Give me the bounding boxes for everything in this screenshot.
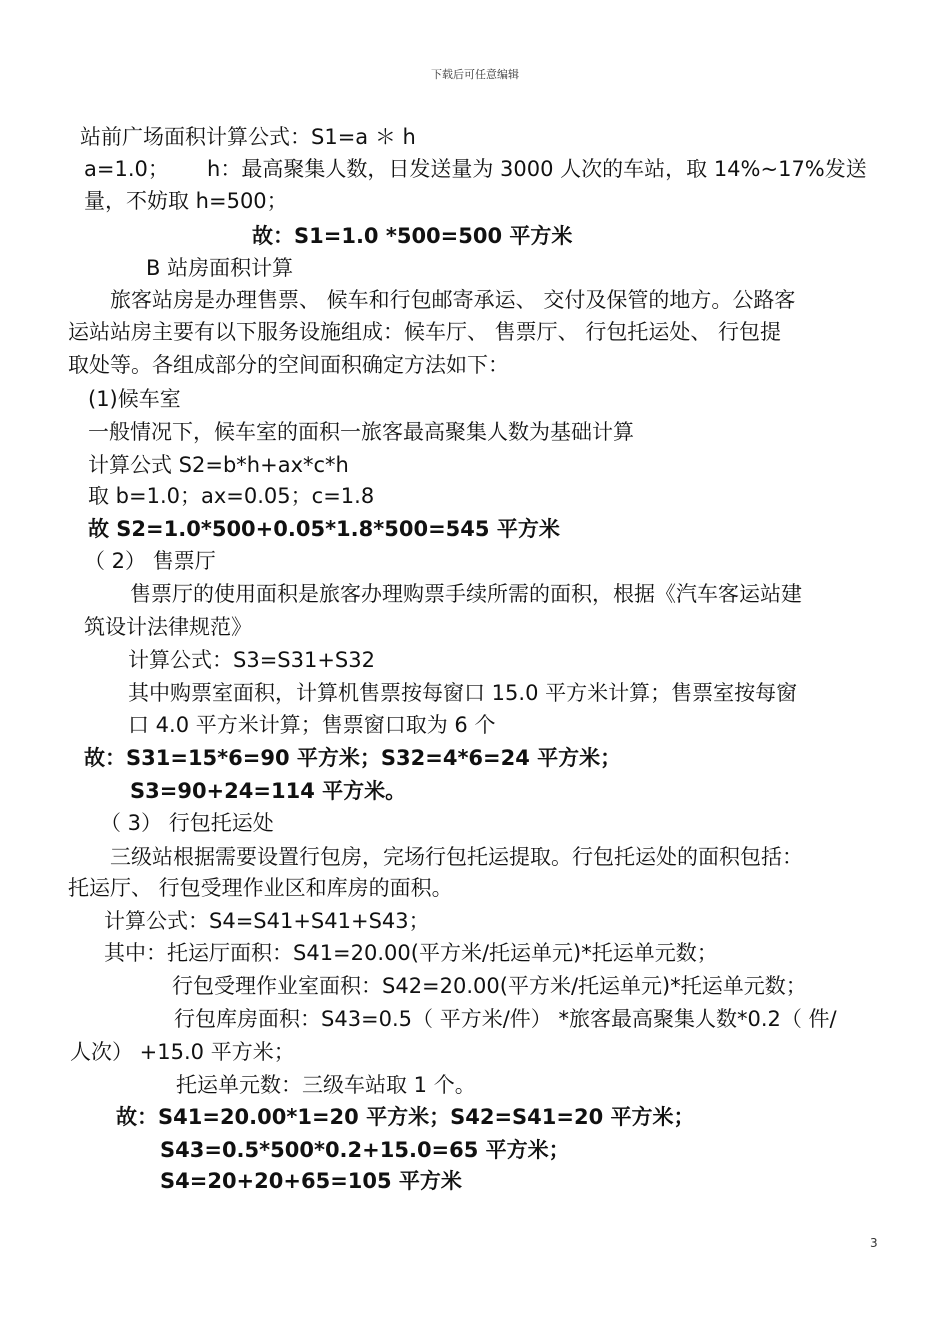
text-line: 托运厅、 行包受理作业区和库房的面积。 — [68, 876, 453, 900]
text-line: S4=20+20+65=105 平方米 — [160, 1169, 462, 1193]
text-line: 故：S1=1.0 *500=500 平方米 — [252, 224, 573, 248]
text-line: 量，不妨取 h=500； — [84, 189, 288, 213]
text-line: 取 b=1.0；ax=0.05；c=1.8 — [88, 484, 375, 508]
text-line: 口 4.0 平方米计算；售票窗口取为 6 个 — [128, 713, 496, 737]
text-line: 三级站根据需要设置行包房，完场行包托运提取。行包托运处的面积包括： — [110, 845, 803, 869]
text-line: 其中购票室面积，计算机售票按每窗口 15.0 平方米计算；售票室按每窗 — [128, 681, 798, 705]
text-line: 售票厅的使用面积是旅客办理购票手续所需的面积，根据《汽车客运站建 — [130, 582, 802, 606]
text-line: 计算公式 S2=b*h+ax*c*h — [88, 453, 349, 477]
text-line: 人次） +15.0 平方米； — [70, 1040, 295, 1064]
text-line: 故：S41=20.00*1=20 平方米；S42=S41=20 平方米； — [116, 1105, 695, 1129]
subsection-heading: (1)候车室 — [88, 387, 181, 411]
text-line: 运站站房主要有以下服务设施组成：候车厅、 售票厅、 行包托运处、 行包提 — [68, 320, 782, 344]
text-line: 行包库房面积：S43=0.5（ 平方米/件） *旅客最高聚集人数*0.2（ 件/ — [174, 1007, 837, 1031]
text-line: 故 S2=1.0*500+0.05*1.8*500=545 平方米 — [88, 517, 560, 541]
text-line: 计算公式：S4=S41+S41+S43； — [104, 909, 430, 933]
page-header: 下载后可任意编辑 — [431, 68, 519, 81]
text-line: 计算公式：S3=S31+S32 — [128, 648, 375, 672]
text-line: a=1.0； h：最高聚集人数，日发送量为 3000 人次的车站，取 14%~17%发送 — [84, 157, 867, 181]
text-line: 故：S31=15*6=90 平方米；S32=4*6=24 平方米； — [84, 746, 622, 770]
page-number: 3 — [870, 1236, 878, 1250]
text-line: 旅客站房是办理售票、 候车和行包邮寄承运、 交付及保管的地方。公路客 — [110, 288, 796, 312]
text-line: 站前广场面积计算公式：S1=a ＊ h — [80, 125, 416, 149]
text-line: 行包受理作业室面积：S42=20.00(平方米/托运单元)*托运单元数； — [172, 974, 807, 998]
subsection-heading: （ 3） 行包托运处 — [100, 811, 274, 835]
section-heading: B 站房面积计算 — [146, 256, 294, 280]
text-line: S43=0.5*500*0.2+15.0=65 平方米； — [160, 1138, 570, 1162]
subsection-heading: （ 2） 售票厅 — [84, 549, 216, 573]
text-line: 筑设计法律规范》 — [84, 615, 252, 639]
text-line: 托运单元数：三级车站取 1 个。 — [176, 1073, 476, 1097]
text-line: 一般情况下，候车室的面积一旅客最高聚集人数为基础计算 — [88, 420, 634, 444]
text-line: 其中：托运厅面积：S41=20.00(平方米/托运单元)*托运单元数； — [104, 941, 718, 965]
text-line: S3=90+24=114 平方米。 — [130, 779, 407, 803]
text-line: 取处等。各组成部分的空间面积确定方法如下： — [68, 353, 509, 377]
